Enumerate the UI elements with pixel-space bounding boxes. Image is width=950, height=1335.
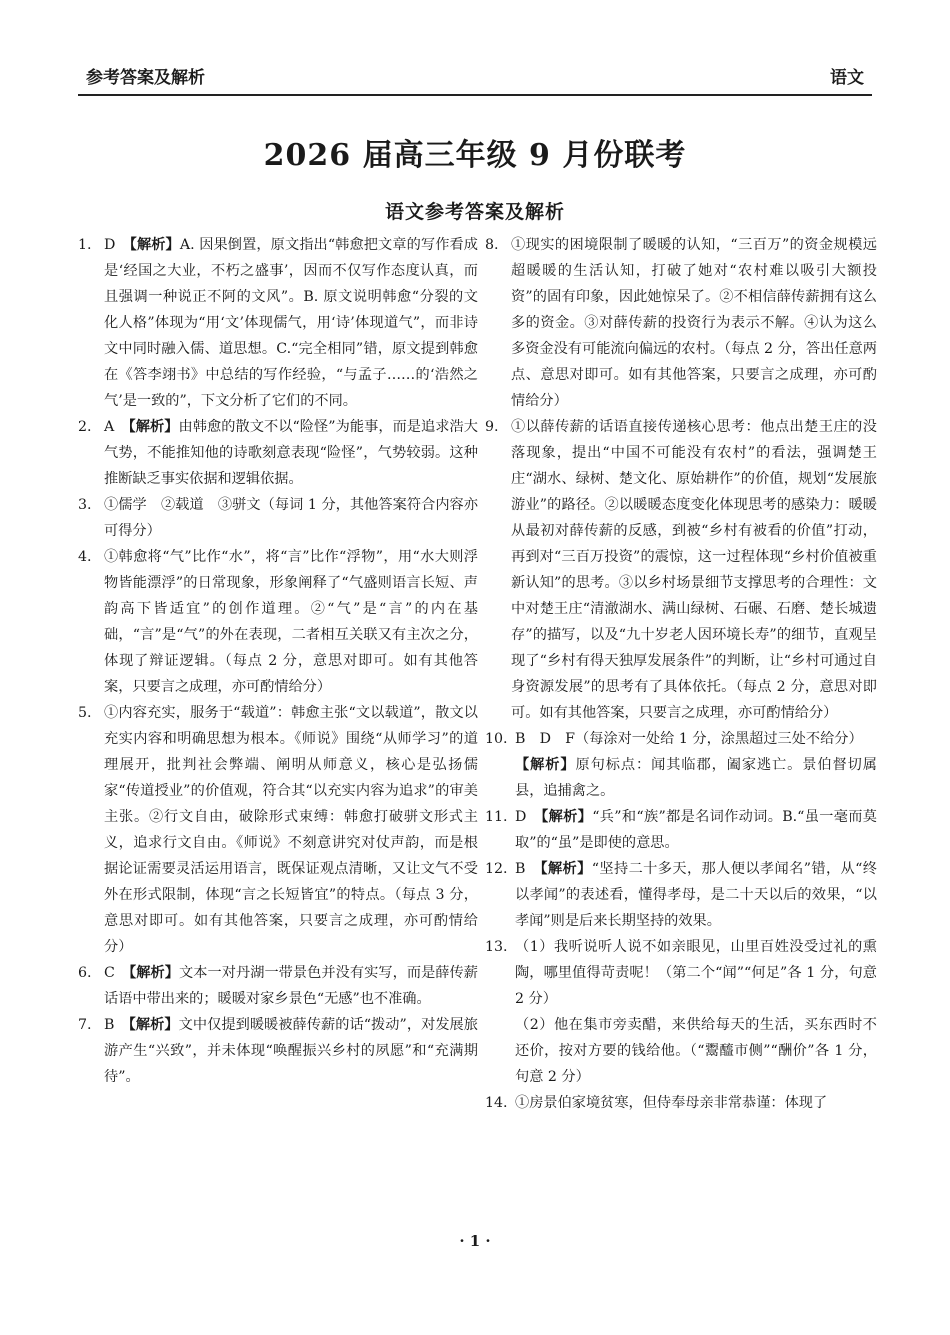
item-text: ①现实的困境限制了暖暖的认知，“三百万”的资金规模远超暖暖的生活认知，打破了她对“农村难以吸引大额投资”的固有印象，因此她惊呆了。②不相信薛传薪拥有这么多的资金。③对薛传薪的投资行为表示不解。④认为这么多资金没有可能流向偏远的农村。（每点 2 分，答出任意两点、意思对即可。如有其他答案，只要言之成理，亦可酌情给分） (511, 237, 877, 409)
answer-item-13 (485, 934, 877, 1090)
header-left-label: 参考答案及解析 (86, 68, 205, 88)
item-text: ①韩愈将“气”比作“水”，将“言”比作“浮物”，用“水大则浮物皆能漂浮”的日常现象，形象阐释了“气盛则语言长短、声韵高下皆适宜”的创作道理。②“气”是“言”的内在基础，“言”是“气”的外在表现，二者相互关联又有主次之分，体现了辩证逻辑。（每点 2 分，意思对即可。如有其他答案，只要言之成理，亦可酌情给分） (104, 549, 478, 695)
item-tag: 【解析】 (129, 965, 180, 981)
left-column (78, 232, 478, 1090)
item-number: 3. (78, 497, 92, 513)
item-number: 7. (78, 1017, 92, 1033)
item-answer: C (104, 965, 115, 981)
item-tag: 【解析】 (515, 757, 576, 773)
item-tag: 【解析】 (129, 237, 180, 253)
page-subtitle: 语文参考答案及解析 (384, 201, 565, 223)
header-subject-label: 语文 (830, 68, 864, 88)
right-column (485, 232, 877, 1116)
item-text: 文本一对丹湖一带景色并没有实写，而是薛传薪话语中带出来的；暖暖对家乡景色“无感”也不准确。 (104, 965, 478, 1007)
item-text: ①内容充实，服务于“载道”：韩愈主张“文以载道”，散文以充实内容和明确思想为根本。《师说》围绕“从师学习”的道理展开，批判社会弊端、阐明从师意义，核心是弘扬儒家“传道授业”的价值观，符合其“以充实内容为追求”的审美主张。②行文自由，破除形式束缚：韩愈打破骈文形式主义，追求行文自由。《师说》不刻意讲究对仗声韵，而是根据论证需要灵活运用语言，既保证观点清晰，又让文气不受外在形式限制，体现“言之长短皆宜”的特点。（每点 3 分，意思对即可。如有其他答案，只要言之成理，亦可酌情给分） (104, 705, 478, 955)
answer-item-10 (485, 726, 877, 804)
item-tag: 【解析】 (128, 419, 179, 435)
answer-item-8 (485, 232, 877, 414)
answer-item-7 (78, 1012, 478, 1090)
item-number: 14. (485, 1095, 508, 1111)
item-text: “兵”和“族”都是名词作动词。B.“虽一毫而莫取”的“虽”是即使的意思。 (515, 809, 877, 851)
answer-item-4 (78, 544, 478, 700)
answer-item-14 (485, 1090, 877, 1116)
item-text: ①以薛传薪的话语直接传递核心思考：他点出楚王庄的没落现象，提出“中国不可能没有农村”的看法，强调楚王庄“湖水、绿树、楚文化、原始耕作”的价值，规划“发展旅游业”的路径。②以暖暖态度变化体现思考的感染力：暖暖从最初对薛传薪的反感，到被“乡村有被看的价值”打动，再到对“三百万投资”的震惊，这一过程体现“乡村价值被重新认知”的思考。③以乡村场景细节支撑思考的合理性：文中对楚王庄“清澈湖水、满山绿树、石碾、石磨、楚长城遗存”的描写，以及“九十岁老人因环境长寿”的细节，直观呈现了“乡村有得天独厚发展条件”的判断，让“乡村可通过自身资源发展”的思考有了具体依托。（每点 2 分，意思对即可。如有其他答案，只要言之成理，亦可酌情给分） (511, 419, 877, 721)
answer-item-9 (485, 414, 877, 726)
answer-item-3 (78, 492, 478, 544)
answer-item-11 (485, 804, 877, 856)
page-header (78, 58, 872, 96)
item-extra-text: （2）他在集市旁卖醋，来供给每天的生活，买东西时不还价，按对方要的钱给他。（“鬻醯市侧”“酬价”各 1 分，句意 2 分） (515, 1017, 877, 1085)
item-tag: 【解析】 (540, 861, 592, 877)
page-number: · 1 · (459, 1232, 491, 1250)
page-title: 2026 届高三年级 9 月份联考 (263, 138, 687, 173)
item-text: ①房景伯家境贫寒，但侍奉母亲非常恭谨：体现了 (515, 1095, 828, 1111)
item-number: 4. (78, 549, 92, 565)
item-text: 文中仅提到暖暖被薛传薪的话“拨动”，对发展旅游产生“兴致”，并未体现“唤醒振兴乡村的夙愿”和“充满期待”。 (104, 1017, 478, 1085)
item-number: 12. (485, 861, 508, 877)
item-number: 6. (78, 965, 92, 981)
item-number: 13. (485, 939, 508, 955)
item-tag: 【解析】 (541, 809, 593, 825)
answer-item-2 (78, 414, 478, 492)
item-number: 5. (78, 705, 92, 721)
item-number: 11. (485, 809, 508, 825)
item-text: “坚持二十多天，那人便以孝闻名”错，从“终以孝闻”的表述看，懂得孝母，是二十天以后的效果，“以孝闻”则是后来长期坚持的效果。 (515, 861, 877, 929)
item-text: ①儒学 ②载道 ③骈文（每词 1 分，其他答案符合内容亦可得分） (104, 497, 478, 539)
item-tag: 【解析】 (128, 1017, 179, 1033)
item-number: 8. (485, 237, 499, 253)
item-answer: B (104, 1017, 115, 1033)
item-answer: D (515, 809, 527, 825)
item-number: 1. (78, 237, 92, 253)
item-number: 9. (485, 419, 499, 435)
item-note (515, 752, 877, 804)
item-answer: A (104, 419, 115, 435)
answer-item-5 (78, 700, 478, 960)
item-number: 10. (485, 731, 508, 747)
item-extra-text: 原句标点：闻其临郡，阖家逃亡。景伯督切属县，追捕禽之。 (515, 757, 877, 799)
item-text: （1）我听说听人说不如亲眼见，山里百姓没受过礼的熏陶，哪里值得苛责呢！（第二个“闻”“何足”各 1 分，句意 2 分） (515, 939, 877, 1007)
answer-item-6 (78, 960, 478, 1012)
item-number: 2. (78, 419, 92, 435)
item-text: 由韩愈的散文不以“险怪”为能事，而是追求浩大气势，不能推知他的诗歌刻意表现“险怪”，气势较弱。这种推断缺乏事实依据和逻辑依据。 (104, 419, 478, 487)
item-answer: B (515, 861, 526, 877)
answer-item-12 (485, 856, 877, 934)
item-answer: D (104, 237, 116, 253)
answer-item-1 (78, 232, 478, 414)
item-text: A. 因果倒置，原文指出“韩愈把文章的写作看成是‘经国之大业，不朽之盛事’，因而不仅写作态度认真，而且强调一种说正不阿的文风”。B. 原文说明韩愈“分裂的文化人格”体现为“用‘文’体现儒气，用‘诗’体现道气”，而非诗文中同时融入儒、道思想。C.“完全相同”错，原文提到韩愈在《答李翊书》中总结的写作经验，“与孟子……的‘浩然之气’是一致的”，下文分析了它们的不同。 (104, 237, 478, 409)
item-text: B D F（每涂对一处给 1 分，涂黑超过三处不给分） (515, 731, 863, 747)
